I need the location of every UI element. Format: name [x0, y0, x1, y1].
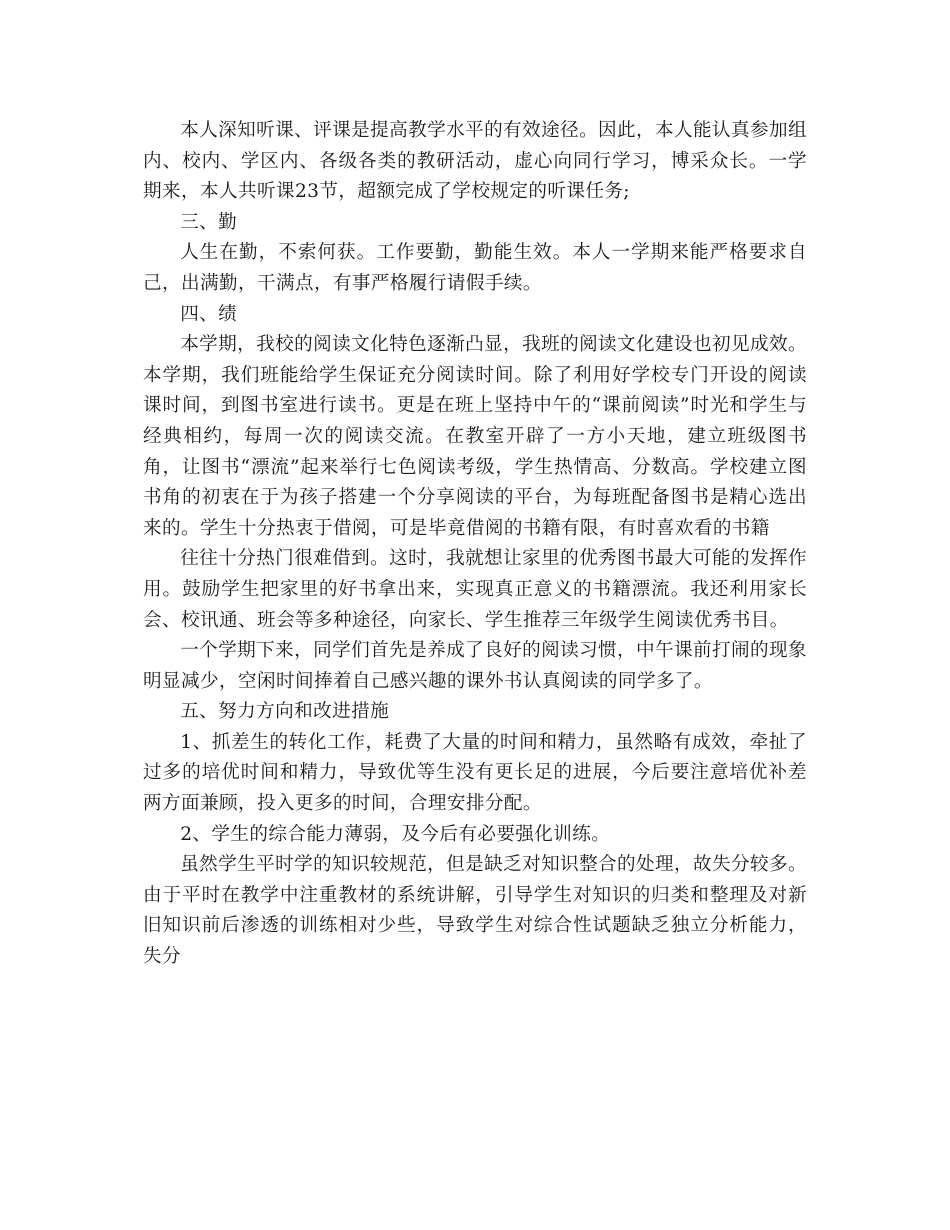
paragraph-book-sharing: 往往十分热门很难借到。这时，我就想让家里的优秀图书最大可能的发挥作用。鼓励学生把家里的好书拿出来，实现真正意义的书籍漂流。我还利用家长会、校讯通、班会等多种途径，向家长、学生推荐三年级学生阅读优秀书目。 — [143, 548, 807, 631]
section-heading-diligence: 三、勤 — [180, 211, 238, 233]
paragraph-listening-lessons: 本人深知听课、评课是提高教学水平的有效途径。因此，本人能认真参加组内、校内、学区内、各级各类的教研活动，虚心向同行学习，博采众长。一学期来，本人共听课23节，超额完成了学校规定的听课任务; — [143, 120, 807, 203]
paragraph-improvement-2: 2、学生的综合能力薄弱，及今后有必要强化训练。 — [180, 823, 611, 845]
paragraph-reading-culture: 本学期，我校的阅读文化特色逐渐凸显，我班的阅读文化建设也初见成效。本学期，我们班能给学生保证充分阅读时间。除了利用好学校专门开设的阅读课时间，到图书室进行读书。更是在班上坚持中午的“课前阅读”时光和学生与经典相约，每周一次的阅读交流。在教室开辟了一方小天地，建立班级图书角，让图书“漂流”起来举行七色阅读考级，学生热情高、分数高。学校建立图书角的初衷在于为孩子搭建一个分享阅读的平台，为每班配备图书是精心选出来的。学生十分热衷于借阅，可是毕竟借阅的书籍有限，有时喜欢看的书籍 — [143, 334, 807, 539]
paragraph-knowledge-integration: 虽然学生平时学的知识较规范，但是缺乏对知识整合的处理，故失分较多。由于平时在教学中注重教材的系统讲解，引导学生对知识的归类和整理及对新旧知识前后渗透的训练相对少些，导致学生对综合性试题缺乏独立分析能力，失分 — [143, 854, 807, 968]
document-body — [143, 116, 807, 973]
section-heading-improvement: 五、努力方向和改进措施 — [180, 701, 390, 723]
paragraph-diligence: 人生在勤，不索何获。工作要勤，勤能生效。本人一学期来能严格要求自己，出满勤，干满点，有事严格履行请假手续。 — [143, 242, 807, 294]
section-heading-achievements: 四、绩 — [180, 303, 238, 325]
paragraph-improvement-1: 1、抓差生的转化工作，耗费了大量的时间和精力，虽然略有成效，牵扯了过多的培优时间和精力，导致优等生没有更长足的进展，今后要注意培优补差两方面兼顾，投入更多的时间，合理安排分配。 — [143, 731, 807, 815]
paragraph-reading-habits: 一个学期下来，同学们首先是养成了良好的阅读习惯，中午课前打闹的现象明显减少，空闲时间捧着自己感兴趣的课外书认真阅读的同学多了。 — [143, 640, 807, 692]
